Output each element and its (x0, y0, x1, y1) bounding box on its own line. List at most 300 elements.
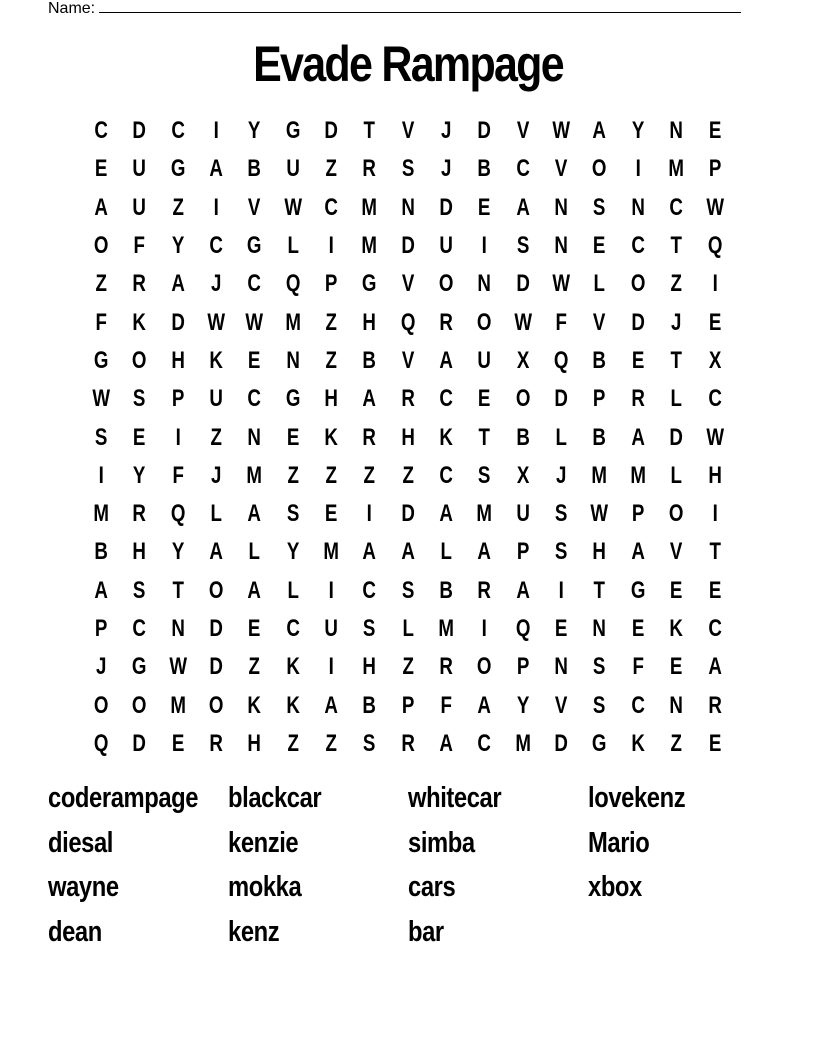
grid-row (82, 418, 734, 456)
grid-letter: P (401, 691, 415, 719)
grid-letter: A (247, 576, 262, 604)
grid-letter: Y (286, 538, 300, 566)
grid-letter: V (555, 155, 568, 183)
grid-letter: G (247, 232, 262, 260)
grid-letter: O (477, 308, 492, 336)
grid-letter: L (593, 270, 606, 298)
grid-letter: I (558, 576, 564, 604)
grid-letter: R (209, 729, 223, 757)
grid-letter: H (171, 346, 185, 374)
grid-row (82, 265, 734, 303)
grid-letter: L (440, 538, 452, 566)
grid-letter: T (172, 576, 184, 604)
grid-letter: O (93, 691, 109, 719)
grid-letter: F (440, 691, 452, 719)
grid-row (82, 533, 734, 571)
grid-letter: X (708, 346, 721, 374)
grid-letter: I (328, 576, 334, 604)
grid-letter: I (712, 270, 718, 298)
grid-letter: E (248, 615, 261, 642)
grid-letter: C (247, 385, 262, 413)
grid-letter: H (247, 729, 262, 757)
grid-letter: F (555, 308, 568, 336)
grid-letter: U (132, 155, 147, 183)
grid-letter: C (286, 615, 300, 642)
grid-letter: G (93, 346, 109, 374)
grid-letter: G (592, 729, 607, 757)
grid-letter: G (285, 385, 301, 413)
grid-letter: R (439, 308, 454, 336)
word-list-item: simba (408, 826, 475, 859)
grid-letter: R (477, 576, 492, 604)
grid-letter: O (93, 232, 109, 260)
grid-letter: L (670, 461, 683, 489)
grid-letter: M (246, 461, 263, 489)
grid-letter: Q (93, 729, 109, 757)
name-field-line (48, 0, 741, 18)
grid-letter: A (439, 346, 454, 374)
puzzle-title: Evade Rampage (253, 36, 563, 92)
grid-letter: B (439, 576, 454, 604)
grid-letter: U (324, 615, 338, 642)
word-list-item: diesal (48, 826, 113, 859)
word-list-item: dean (48, 915, 102, 948)
grid-letter: H (707, 461, 722, 489)
grid-letter: Y (631, 117, 645, 145)
grid-letter: I (98, 461, 104, 489)
grid-letter: C (439, 385, 454, 413)
grid-letter: C (631, 232, 645, 260)
grid-letter: F (133, 232, 146, 260)
grid-letter: N (171, 615, 185, 642)
grid-letter: M (630, 461, 646, 489)
word-list-item: xbox (588, 871, 642, 903)
grid-letter: A (209, 538, 223, 566)
grid-letter: M (170, 691, 186, 719)
grid-letter: K (209, 346, 223, 374)
grid-letter: N (554, 193, 569, 221)
grid-letter: L (210, 500, 222, 528)
grid-letter: Y (248, 117, 261, 145)
grid-letter: A (477, 691, 492, 719)
grid-letter: C (516, 155, 530, 183)
grid-letter: S (133, 576, 146, 604)
grid-letter: I (213, 117, 219, 145)
grid-letter: D (554, 385, 569, 413)
grid-letter: T (593, 576, 606, 604)
grid-letter: P (516, 653, 530, 681)
grid-letter: O (208, 691, 224, 719)
grid-letter: Z (287, 461, 299, 489)
grid-letter: O (438, 270, 454, 298)
grid-letter: C (631, 691, 645, 719)
grid-letter: W (552, 270, 571, 298)
grid-letter: I (328, 653, 334, 681)
grid-letter: A (209, 155, 223, 183)
grid-letter: H (401, 423, 415, 451)
grid-letter: P (708, 155, 721, 183)
grid-letter: X (516, 346, 530, 374)
grid-row (82, 572, 734, 610)
grid-letter: M (668, 155, 685, 183)
grid-letter: Q (285, 270, 301, 298)
grid-letter: S (516, 232, 530, 260)
grid-letter: K (439, 423, 454, 451)
grid-letter: J (210, 270, 222, 298)
grid-letter: W (590, 500, 609, 528)
grid-letter: A (592, 117, 607, 145)
grid-letter: T (478, 423, 491, 451)
grid-letter: I (366, 500, 373, 528)
grid-letter: Z (172, 193, 184, 221)
grid-letter: W (514, 308, 532, 336)
grid-letter: F (172, 461, 184, 489)
grid-letter: P (94, 615, 108, 642)
grid-letter: H (132, 538, 147, 566)
grid-letter: D (516, 270, 530, 298)
grid-letter: U (516, 500, 530, 528)
grid-letter: A (94, 193, 108, 221)
grid-letter: Q (170, 500, 186, 528)
grid-letter: N (592, 615, 607, 642)
name-underline (99, 0, 741, 13)
word-list-item: whitecar (408, 782, 502, 814)
grid-letter: X (516, 461, 530, 489)
grid-letter: O (132, 346, 147, 374)
grid-letter: O (132, 691, 147, 719)
grid-letter: J (671, 308, 682, 336)
grid-letter: Z (287, 729, 299, 757)
grid-letter: V (555, 691, 568, 719)
grid-letter: C (362, 576, 377, 604)
grid-letter: E (133, 423, 146, 451)
grid-letter: Z (325, 461, 337, 489)
grid-letter: B (477, 155, 492, 183)
grid-letter: N (554, 232, 569, 260)
grid-letter: B (592, 423, 607, 451)
grid-letter: D (439, 193, 454, 221)
grid-letter: F (95, 308, 107, 336)
grid-letter: J (95, 653, 107, 681)
grid-letter: J (210, 461, 222, 489)
grid-letter: L (287, 576, 299, 604)
grid-row (82, 457, 734, 495)
grid-letter: E (670, 576, 683, 604)
grid-letter: R (132, 270, 147, 298)
grid-letter: V (670, 538, 683, 566)
grid-letter: L (670, 385, 683, 413)
grid-letter: C (209, 232, 223, 260)
grid-letter: P (324, 270, 338, 298)
grid-letter: W (284, 193, 302, 221)
grid-letter: A (516, 193, 530, 221)
grid-letter: B (592, 346, 607, 374)
grid-letter: M (438, 615, 455, 642)
grid-letter: V (516, 117, 530, 145)
grid-letter: C (94, 117, 108, 145)
grid-letter: H (592, 538, 607, 566)
grid-letter: S (401, 155, 415, 183)
grid-letter: U (439, 232, 454, 260)
grid-row (82, 342, 734, 380)
grid-letter: L (248, 538, 261, 566)
grid-letter: C (707, 385, 722, 413)
grid-letter: W (207, 308, 226, 336)
grid-letter: I (635, 155, 641, 183)
grid-letter: C (171, 117, 185, 145)
grid-letter: J (441, 155, 452, 183)
grid-letter: B (362, 346, 377, 374)
grid-letter: R (401, 385, 415, 413)
grid-letter: S (593, 691, 606, 719)
grid-letter: D (209, 653, 223, 681)
grid-row (82, 112, 734, 150)
grid-letter: T (670, 346, 683, 374)
grid-letter: I (328, 232, 334, 260)
grid-letter: E (631, 346, 645, 374)
grid-row (82, 495, 734, 533)
grid-letter: V (248, 193, 261, 221)
grid-letter: D (631, 308, 645, 336)
grid-letter: B (362, 691, 377, 719)
grid-row (82, 380, 734, 418)
grid-letter: U (286, 155, 300, 183)
grid-letter: K (324, 423, 338, 451)
grid-letter: E (286, 423, 300, 451)
grid-row (82, 686, 734, 724)
grid-letter: N (554, 653, 569, 681)
grid-row (82, 189, 734, 227)
grid-letter: E (478, 385, 491, 413)
grid-letter: A (439, 500, 454, 528)
grid-letter: Z (95, 270, 107, 298)
grid-letter: C (132, 615, 147, 642)
grid-letter: J (556, 461, 567, 489)
grid-letter: C (247, 270, 262, 298)
grid-letter: S (133, 385, 146, 413)
grid-row (82, 303, 734, 341)
grid-letter: E (478, 193, 491, 221)
grid-letter: D (171, 308, 185, 336)
grid-letter: W (705, 423, 724, 451)
grid-letter: E (94, 155, 108, 183)
grid-letter: E (708, 117, 721, 145)
word-list-item: bar (408, 915, 444, 948)
grid-letter: I (482, 615, 488, 642)
grid-letter: L (402, 615, 414, 642)
grid-letter: B (516, 423, 530, 451)
grid-letter: M (323, 538, 340, 566)
grid-letter: I (213, 193, 219, 221)
grid-letter: U (132, 193, 147, 221)
grid-letter: S (363, 615, 376, 642)
grid-letter: M (515, 729, 531, 757)
grid-letter: B (247, 155, 262, 183)
grid-letter: U (477, 346, 492, 374)
grid-letter: W (245, 308, 264, 336)
grid-letter: Z (363, 461, 376, 489)
grid-letter: Z (670, 729, 683, 757)
grid-letter: F (632, 653, 644, 681)
grid-letter: S (593, 653, 606, 681)
grid-letter: N (286, 346, 300, 374)
grid-letter: D (401, 500, 415, 528)
grid-letter: L (555, 423, 568, 451)
word-list-item: wayne (48, 871, 119, 903)
grid-letter: E (555, 615, 568, 642)
grid-letter: G (170, 155, 186, 183)
grid-letter: Q (400, 308, 416, 336)
grid-letter: G (362, 270, 377, 298)
grid-letter: D (132, 729, 147, 757)
word-list-item: Mario (588, 826, 650, 859)
grid-letter: W (92, 385, 111, 413)
word-list-item: coderampage (48, 782, 199, 814)
grid-letter: Y (171, 232, 185, 260)
grid-letter: T (708, 538, 721, 566)
grid-letter: C (477, 729, 492, 757)
grid-letter: K (286, 653, 300, 681)
grid-letter: E (324, 500, 338, 528)
grid-letter: A (707, 653, 722, 681)
grid-letter: M (285, 308, 301, 336)
grid-letter: K (132, 308, 147, 336)
grid-row (82, 648, 734, 686)
grid-letter: K (669, 615, 684, 642)
grid-letter: I (175, 423, 181, 451)
grid-letter: S (401, 576, 415, 604)
grid-letter: M (361, 193, 378, 221)
grid-letter: C (324, 193, 338, 221)
grid-letter: M (591, 461, 608, 489)
grid-letter: L (287, 232, 299, 260)
grid-letter: A (171, 270, 185, 298)
grid-letter: Z (248, 653, 261, 681)
grid-letter: Z (670, 270, 683, 298)
grid-letter: Y (516, 691, 530, 719)
grid-letter: R (132, 500, 147, 528)
grid-letter: V (401, 117, 415, 145)
grid-letter: A (94, 576, 108, 604)
grid-letter: D (554, 729, 569, 757)
grid-letter: H (324, 385, 338, 413)
word-list-item: mokka (228, 871, 302, 903)
grid-letter: D (209, 615, 223, 642)
grid-letter: A (362, 385, 377, 413)
grid-letter: Z (325, 308, 337, 336)
grid-letter: Q (554, 346, 569, 374)
grid-letter: N (669, 117, 684, 145)
grid-letter: R (362, 155, 377, 183)
grid-letter: P (631, 500, 645, 528)
grid-letter: N (669, 691, 684, 719)
grid-letter: Z (210, 423, 222, 451)
grid-letter: C (707, 615, 722, 642)
grid-letter: D (477, 117, 492, 145)
word-list (48, 776, 768, 954)
grid-letter: T (670, 232, 683, 260)
grid-letter: D (324, 117, 338, 145)
grid-letter: C (439, 461, 454, 489)
grid-letter: V (401, 270, 415, 298)
grid-row (82, 227, 734, 265)
grid-row (82, 725, 734, 763)
grid-letter: W (705, 193, 724, 221)
grid-letter: A (247, 500, 262, 528)
grid-letter: Z (402, 653, 414, 681)
grid-letter: R (439, 653, 454, 681)
grid-letter: A (401, 538, 415, 566)
grid-letter: R (401, 729, 415, 757)
grid-letter: E (631, 615, 645, 642)
grid-letter: H (362, 308, 377, 336)
grid-letter: D (669, 423, 684, 451)
grid-letter: R (631, 385, 645, 413)
grid-letter: V (401, 346, 415, 374)
grid-letter: O (669, 500, 684, 528)
grid-letter: N (401, 193, 415, 221)
grid-letter: V (593, 308, 606, 336)
grid-letter: A (362, 538, 377, 566)
word-list-item: kenzie (228, 826, 299, 859)
grid-letter: I (482, 232, 488, 260)
grid-letter: O (208, 576, 224, 604)
grid-letter: S (555, 500, 568, 528)
grid-letter: O (630, 270, 646, 298)
grid-letter: M (93, 500, 109, 528)
grid-letter: G (285, 117, 301, 145)
grid-letter: Z (402, 461, 414, 489)
grid-letter: G (132, 653, 147, 681)
letter-grid (82, 112, 734, 763)
grid-letter: M (361, 232, 378, 260)
grid-letter: S (94, 423, 108, 451)
grid-letter: N (477, 270, 492, 298)
grid-letter: D (401, 232, 415, 260)
grid-letter: E (708, 576, 721, 604)
grid-letter: A (477, 538, 492, 566)
grid-letter: B (94, 538, 108, 566)
grid-letter: K (247, 691, 262, 719)
grid-letter: A (516, 576, 530, 604)
grid-letter: U (209, 385, 223, 413)
grid-letter: I (712, 500, 718, 528)
grid-letter: P (171, 385, 185, 413)
grid-letter: E (593, 232, 606, 260)
grid-letter: S (478, 461, 491, 489)
grid-letter: S (286, 500, 300, 528)
grid-letter: Y (171, 538, 185, 566)
grid-row (82, 150, 734, 188)
grid-letter: E (708, 308, 721, 336)
grid-letter: W (169, 653, 187, 681)
grid-letter: A (439, 729, 454, 757)
grid-letter: P (593, 385, 606, 413)
grid-letter: S (363, 729, 376, 757)
grid-letter: A (631, 538, 645, 566)
grid-letter: P (516, 538, 530, 566)
grid-letter: N (247, 423, 262, 451)
word-list-item: cars (408, 871, 456, 903)
grid-letter: O (477, 653, 492, 681)
grid-letter: T (363, 117, 376, 145)
grid-letter: E (670, 653, 683, 681)
grid-letter: R (707, 691, 722, 719)
word-list-item: blackcar (228, 782, 322, 814)
grid-letter: O (592, 155, 607, 183)
grid-letter: A (324, 691, 338, 719)
grid-letter: E (708, 729, 721, 757)
